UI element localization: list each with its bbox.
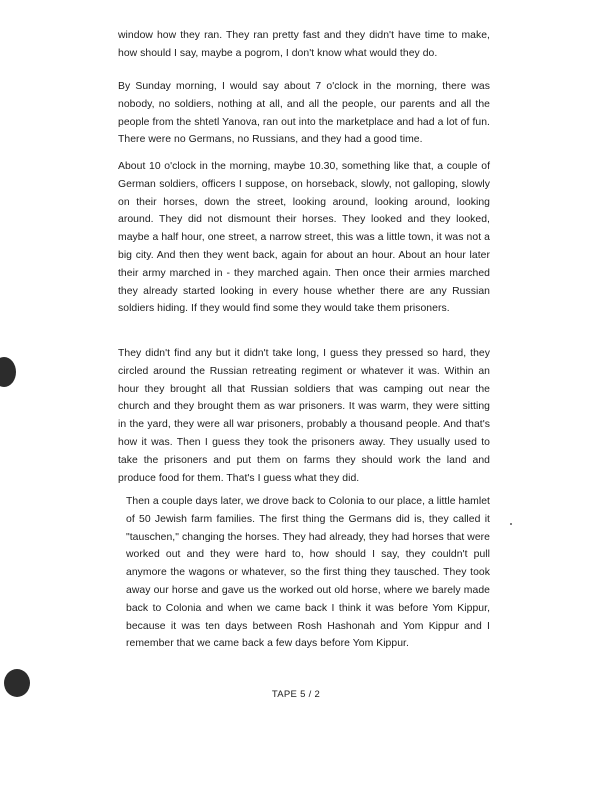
paragraph-4: They didn't find any but it didn't take long, I guess they pressed so hard, they circled around the Russian retreating regiment or whatever it was. Within an hour they brought all that Russian soldiers that was camping out near the church and they brought them as war prisoners. It was warm, they were sitting in the yard, they were all war prisoners, probably a thousand people. And that's how it was. Then I guess they took the prisoners away. They usually used to take the prisoners and put them on farms they should work the land and produce food for them. That's I guess what they did.	[118, 348, 490, 484]
scan-speck	[510, 523, 512, 525]
punch-hole-top	[0, 357, 16, 387]
punch-hole-bottom	[4, 669, 30, 697]
paragraph-1: window how they ran. They ran pretty fast and they didn't have time to make, how should I say, maybe a pogrom, I don't know what would they do.	[118, 30, 490, 59]
page-footer: TAPE 5 / 2	[271, 689, 321, 700]
paragraph-3: About 10 o'clock in the morning, maybe 10.30, something like that, a couple of German soldiers, officers I suppose, on horseback, slowly, not galloping, slowly on their horses, down the street, looking around, looking around, looking around. They did not dismount their horses. They looked and they looked, maybe a half hour, one street, a narrow street, this was a little town, it was not a big city. And then they went back, again for about an hour. About an hour later their army marched in - they marched again. Then once their armies marched they already started looking in every house whether there are any Russian soldiers hiding. If they would find some they would take them prisoners.	[118, 161, 490, 315]
paragraph-2: By Sunday morning, I would say about 7 o'clock in the morning, there was nobody, no soldiers, nothing at all, and all the people, our parents and all the people from the shtetl Yanova, ran out into the marketplace and had a lot of fun. There were no Germans, no Russians, and they had a good time.	[118, 81, 490, 146]
paragraph-5: Then a couple days later, we drove back to Colonia to our place, a little hamlet of 50 Jewish farm families. The first thing the Germans did is, they called it "tauschen," changing the horses. They had already, they had horses that were worked out and they were hard to, how should I say, they couldn't pull anymore the wagons or whatever, so the first thing they tausched. They took away our horse and gave us the worked out old horse, where we barely made back to Colonia and when we came back I think it was before Yom Kippur, because it was ten days between Rosh Hashonah and Yom Kippur and I remember that we came back a few days before Yom Kippur.	[126, 496, 490, 650]
